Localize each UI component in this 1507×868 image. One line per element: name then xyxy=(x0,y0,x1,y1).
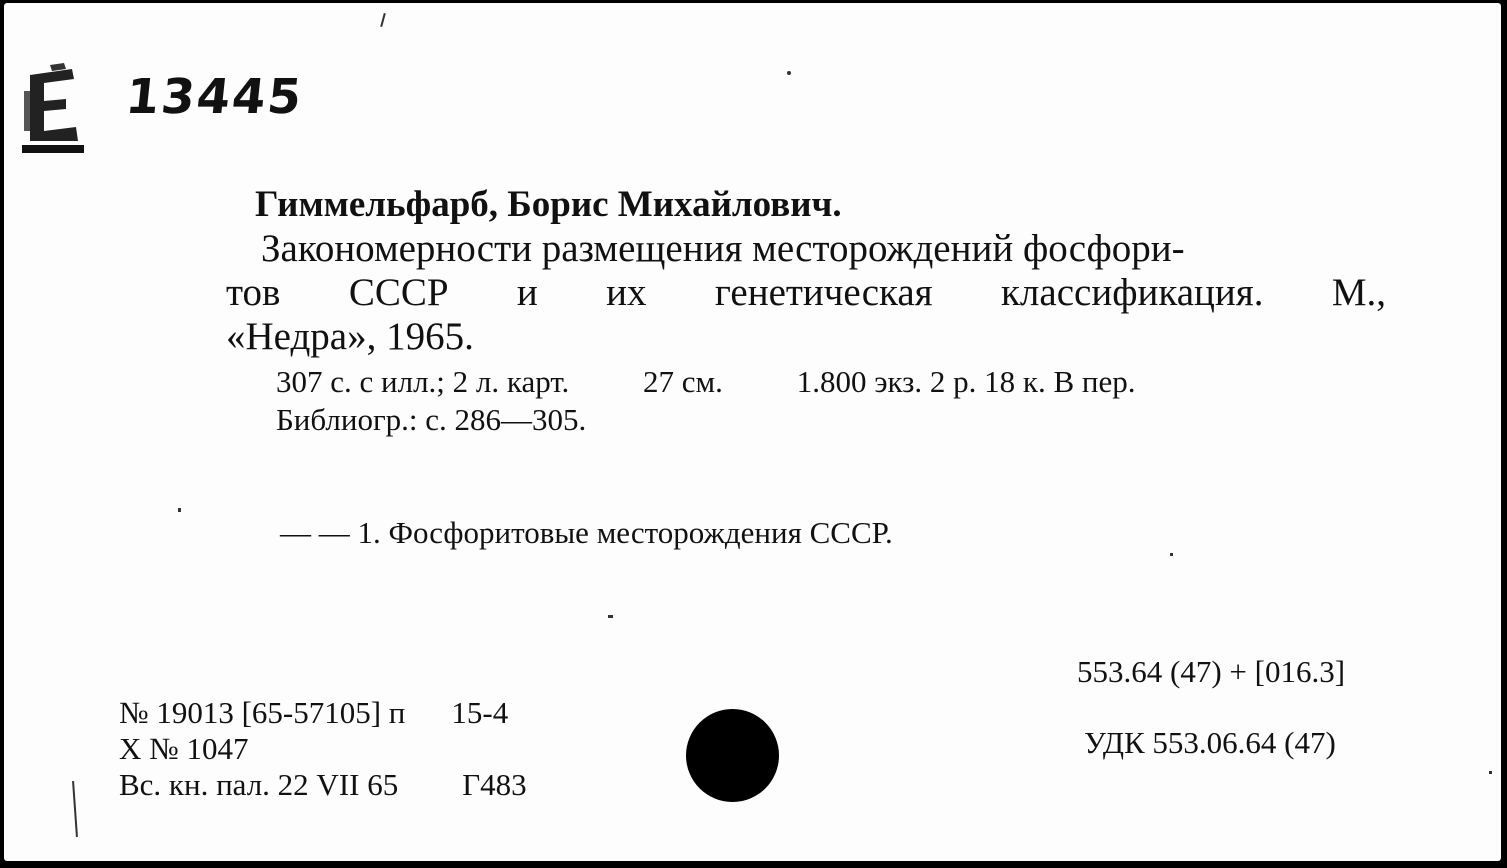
title-line: «Недра», 1965. xyxy=(226,315,474,358)
punch-hole xyxy=(686,709,779,802)
registry-row xyxy=(119,731,527,767)
accession-number: 13445 xyxy=(123,69,306,125)
scan-speck xyxy=(380,13,386,27)
scan-speck xyxy=(1489,771,1492,774)
author-heading: Гиммельфарб, Борис Михайлович. xyxy=(255,184,842,225)
registry-text: № 19013 [65-57105] п xyxy=(119,695,406,730)
title-line: тов СССР и их генетическая классификация. М., xyxy=(226,271,1386,314)
collation-size: 27 см. xyxy=(643,364,723,399)
registry-extra: 15-4 xyxy=(451,695,509,730)
collation xyxy=(276,363,1135,439)
subject-heading: — — 1. Фосфоритовые месторождения СССР. xyxy=(280,515,893,550)
classification-number: 553.64 (47) + [016.3] xyxy=(1077,654,1346,689)
udc-number: УДК 553.06.64 (47) xyxy=(1084,725,1336,760)
registry-text: X № 1047 xyxy=(119,731,249,766)
bibliography-note: Библиогр.: с. 286—305. xyxy=(276,402,587,437)
registry-extra: Г483 xyxy=(462,767,527,802)
title-statement xyxy=(226,227,1398,359)
registry-row xyxy=(119,767,527,803)
collation-copies: 1.800 экз. 2 р. 18 к. В пер. xyxy=(796,364,1136,399)
scan-speck xyxy=(178,508,181,512)
title-line: Закономерности размещения месторождений фосфори- xyxy=(261,227,1185,270)
catalog-card xyxy=(4,3,1501,861)
registry-text: Вс. кн. пал. 22 VII 65 xyxy=(119,767,399,802)
registry-block xyxy=(119,695,527,803)
registry-row xyxy=(119,695,527,731)
scan-speck xyxy=(1170,553,1173,556)
scan-speck xyxy=(787,71,791,75)
collation-pages: 307 с. с илл.; 2 л. карт. xyxy=(276,364,570,399)
scan-speck xyxy=(608,615,613,618)
scan-speck xyxy=(72,781,78,837)
stamp-letter-e-icon xyxy=(20,61,88,157)
